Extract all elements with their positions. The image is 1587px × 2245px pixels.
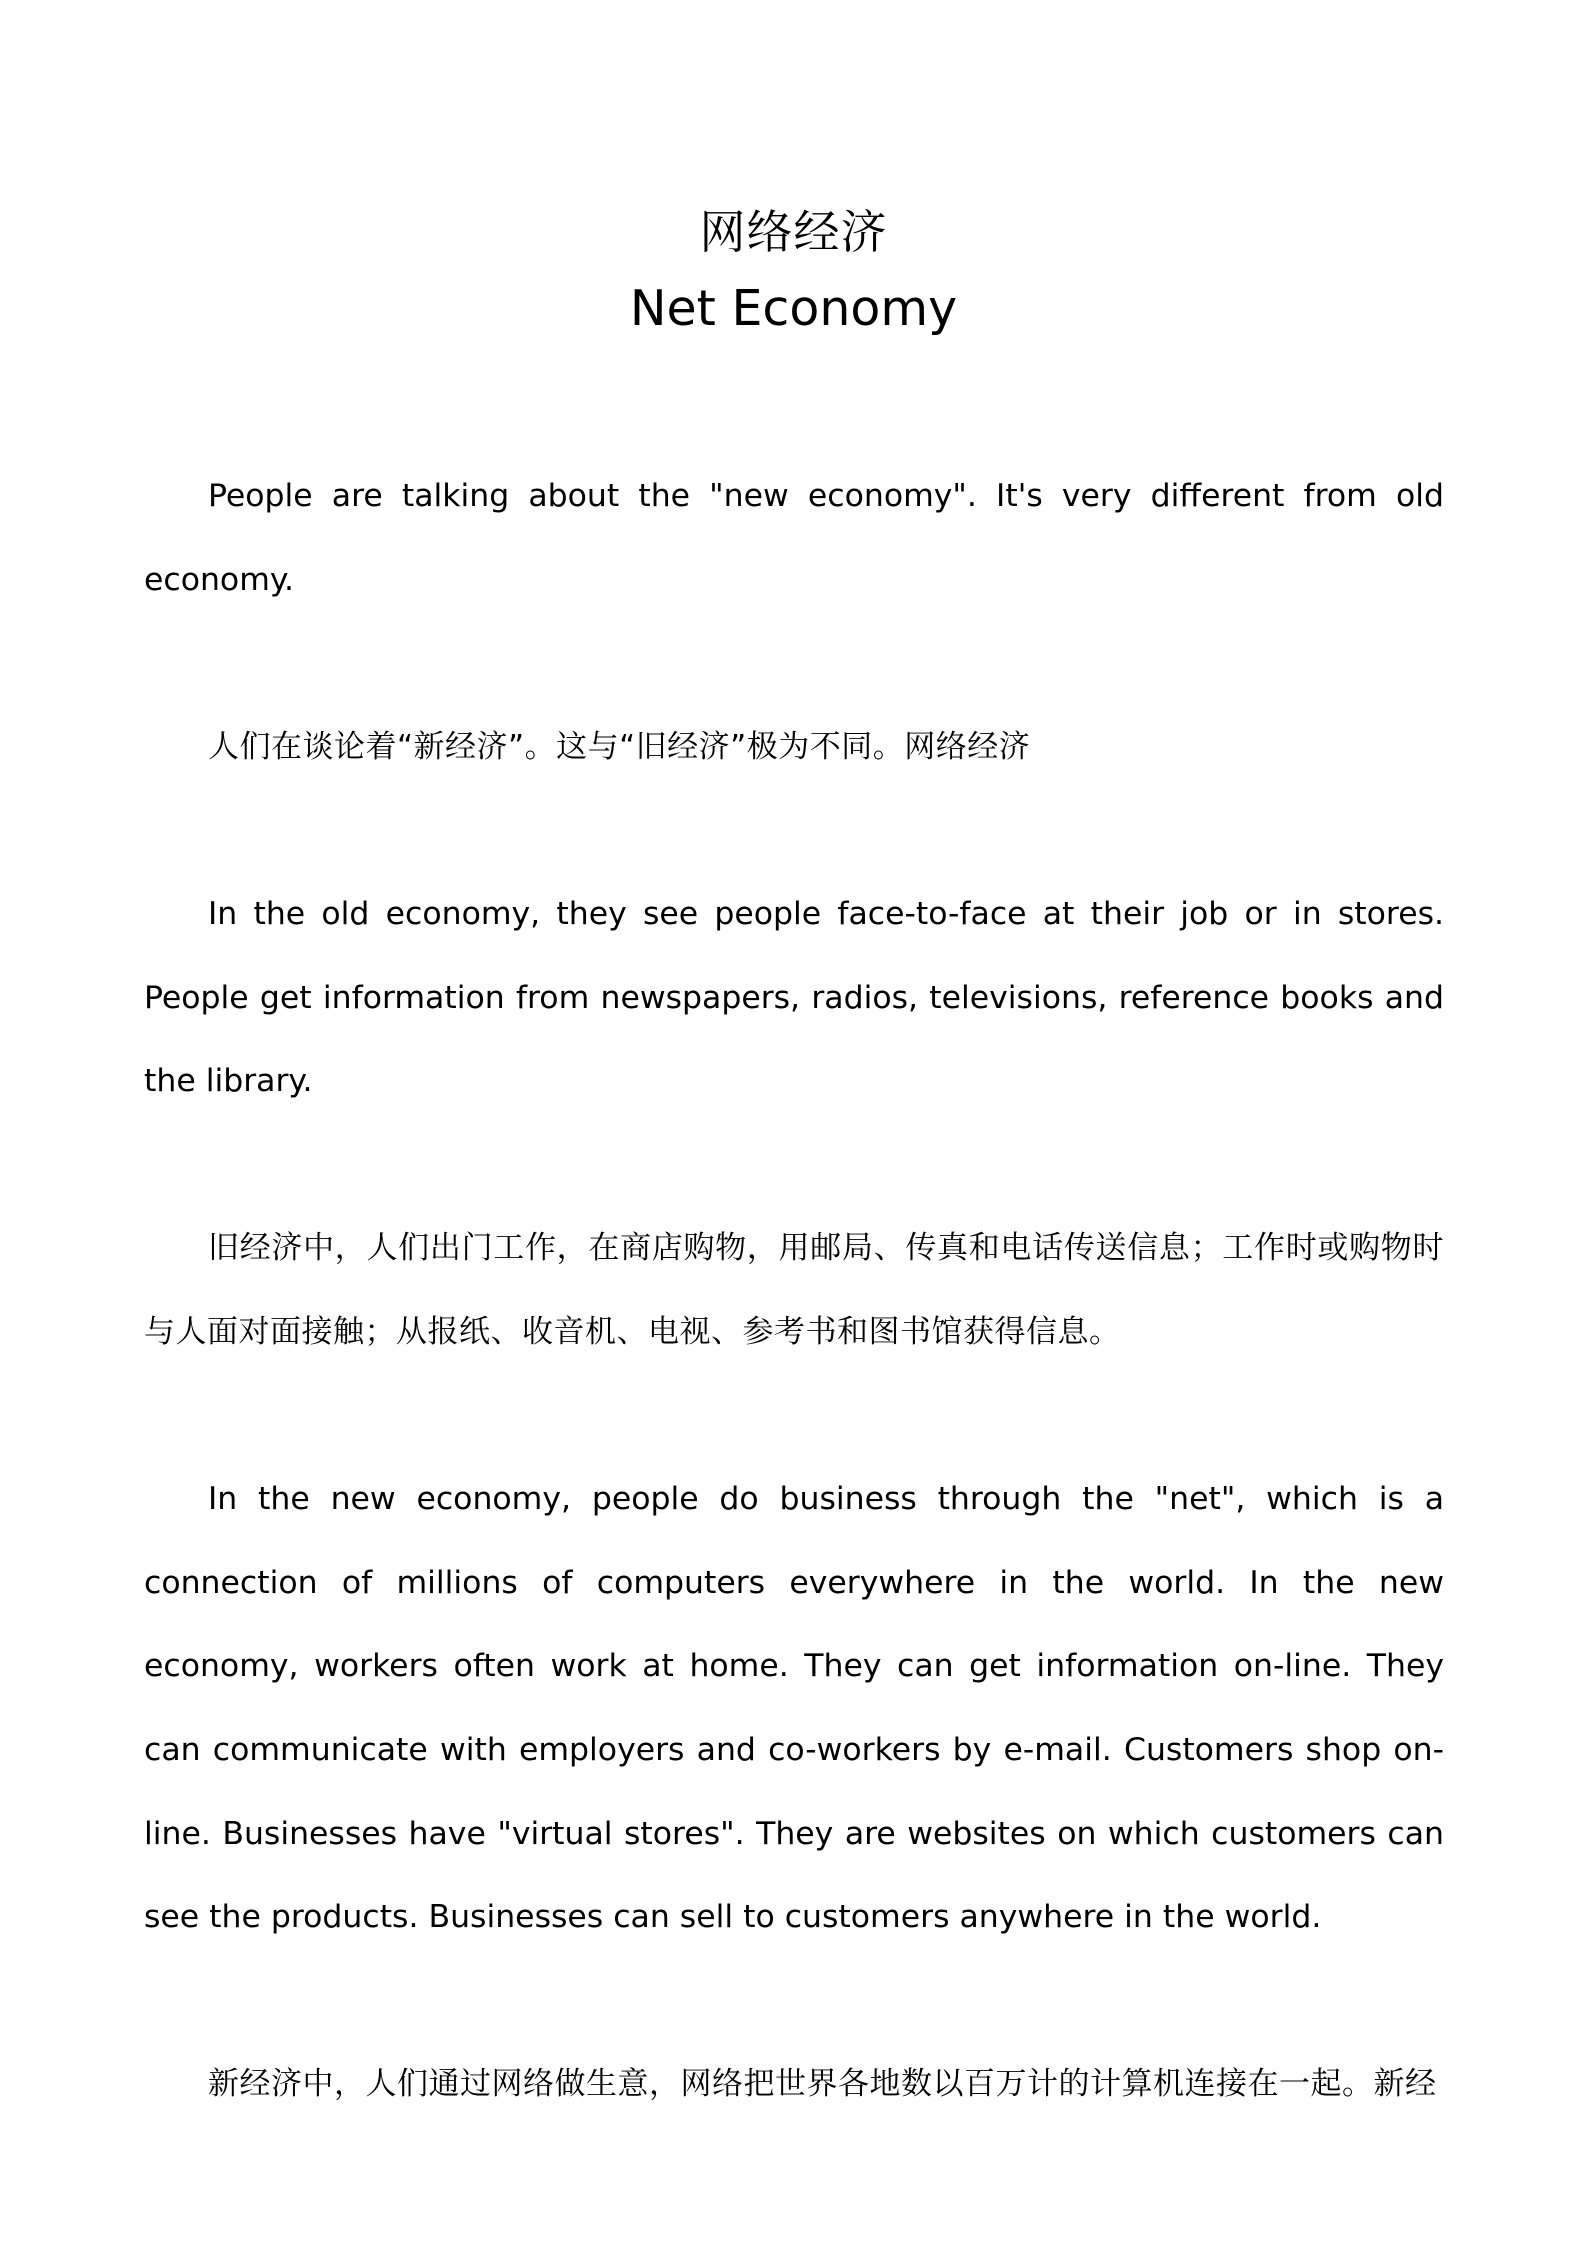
title-english: Net Economy [629, 280, 958, 337]
paragraph-chinese-2: 旧经济中，人们出门工作，在商店购物，用邮局、传真和电话传送信息；工作时或购物时与人面对面接触；从报纸、收音机、电视、参考书和图书馆获得信息。 [144, 1230, 1444, 1350]
paragraph-chinese-3: 新经济中，人们通过网络做生意，网络把世界各地数以百万计的计算机连接在一起。新经 [208, 2066, 1437, 2103]
title-block [0, 196, 1587, 350]
paragraph-spacer [144, 789, 1444, 873]
paragraph-chinese-1: 人们在谈论着“新经济”。这与“旧经济”极为不同。网络经济 [208, 728, 1031, 765]
paragraph-spacer [144, 1124, 1444, 1208]
paragraph-english-1: People are talking about the "new economy". It's very different from old economy. [144, 478, 1444, 598]
document-body [144, 455, 1444, 2127]
paragraph-english-2: In the old economy, they see people face-to-face at their job or in stores. People get information from newspapers, radios, televisions, reference books and the library. [144, 895, 1444, 1100]
paragraph-spacer [144, 1960, 1444, 2044]
paragraph-spacer [144, 622, 1444, 706]
title-chinese: 网络经济 [699, 205, 888, 259]
paragraph-spacer [144, 1375, 1444, 1459]
paragraph-english-3: In the new economy, people do business through the "net", which is a connection of millions of computers everywhere in the world. In the new economy, workers often work at home. They can get information on-line. They can communicate with employers and co-workers by e-mail. Customers shop on-line. Businesses have "virtual stores". They are websites on which customers can see the products. Businesses can sell to customers anywhere in the world. [144, 1481, 1444, 1936]
